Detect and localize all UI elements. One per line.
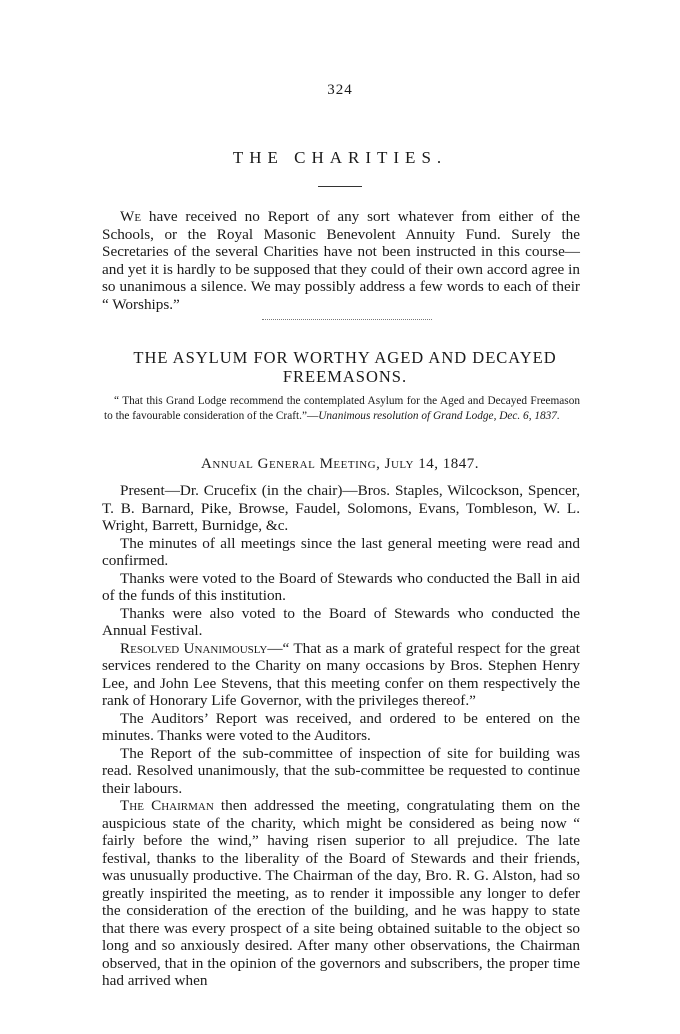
motto-epigraph [104,394,580,423]
motto-source: Unanimous resolution of Grand Lodge, Dec. 6, 1837. [318,409,560,422]
chairman-lead: The Chairman [120,797,214,814]
paragraph-minutes: The minutes of all meetings since the last general meeting were read and confirmed. [102,534,580,569]
paragraph-ball-thanks: Thanks were voted to the Board of Stewards who conducted the Ball in aid of the funds of this institution. [102,569,580,604]
intro-text: have received no Report of any sort whatever from either of the Schools, or the Royal Masonic Benevolent Annuity Fund. Surely the Secretaries of the several Charities have not been instructed in this course—and yet it is hardly to be supposed that they could of their own accord agree in so unanimous a silence. We may possibly address a few words to each of their “ Worships.” [102,208,581,313]
paragraph-auditors: The Auditors’ Report was received, and ordered to be entered on the minutes. Thanks were voted to the Auditors. [102,709,580,744]
meeting-heading: Annual General Meeting, July 14, 1847. [201,456,479,472]
article-title: THE ASYLUM FOR WORTHY AGED AND DECAYED FREEMASONS. [133,348,557,386]
resolution-text: —“ That as a mark of grateful respect for the great services rendered to the Charity on many occasions by Bros. Stephen Henry Lee, and John Lee Stevens, that this meeting confer on them respectively the rank of Honorary Life Governor, with the privileges thereof.” [102,639,581,709]
article-body [102,482,580,990]
motto-quote: “ That this Grand Lodge recommend the contemplated Asylum for the Aged and Decayed Freemason to the favourable consideration of the Craft.”— [104,395,580,422]
page-number: 324 [327,82,353,98]
paragraph-subcommittee: The Report of the sub-committee of inspection of site for building was read. Resolved unanimously, that the sub-committee be requested to continue their labours. [102,744,580,797]
chairman-text: then addressed the meeting, congratulating them on the auspicious state of the charity, which might be considered as being now “ fairly before the wind,” having risen superior to all prejudice. The late festival, thanks to the liberality of the Board of Stewards and their friends, was unusually productive. The Chairman of the day, Bro. R. G. Alston, had so greatly inspirited the meeting, as to render it impossible any longer to defer the consideration of the erection of the building, and he was happy to state that there was every prospect of a site being obtained suitable to the object so long and so anxiously desired. After many other observations, the Chairman observed, that in the opinion of the governors and subscribers, the proper time had arrived when [102,797,580,989]
paragraph-present: Present—Dr. Crucefix (in the chair)—Bros. Staples, Wilcockson, Spencer, T. B. Barnard, Pike, Browse, Faudel, Solomons, Evans, Tombleson, W. L. Wright, Barrett, Burnidge, &c. [102,482,580,534]
section-title: THE CHARITIES. [232,148,448,167]
intro-paragraph [102,208,580,313]
section-divider [262,319,432,320]
paragraph-resolution [102,640,580,710]
intro-lead: We [120,208,142,225]
resolution-lead: Resolved Unanimously [120,639,268,657]
title-rule [318,186,362,187]
paragraph-chairman [102,797,580,990]
paragraph-festival-thanks: Thanks were also voted to the Board of Stewards who conducted the Annual Festival. [102,604,580,639]
